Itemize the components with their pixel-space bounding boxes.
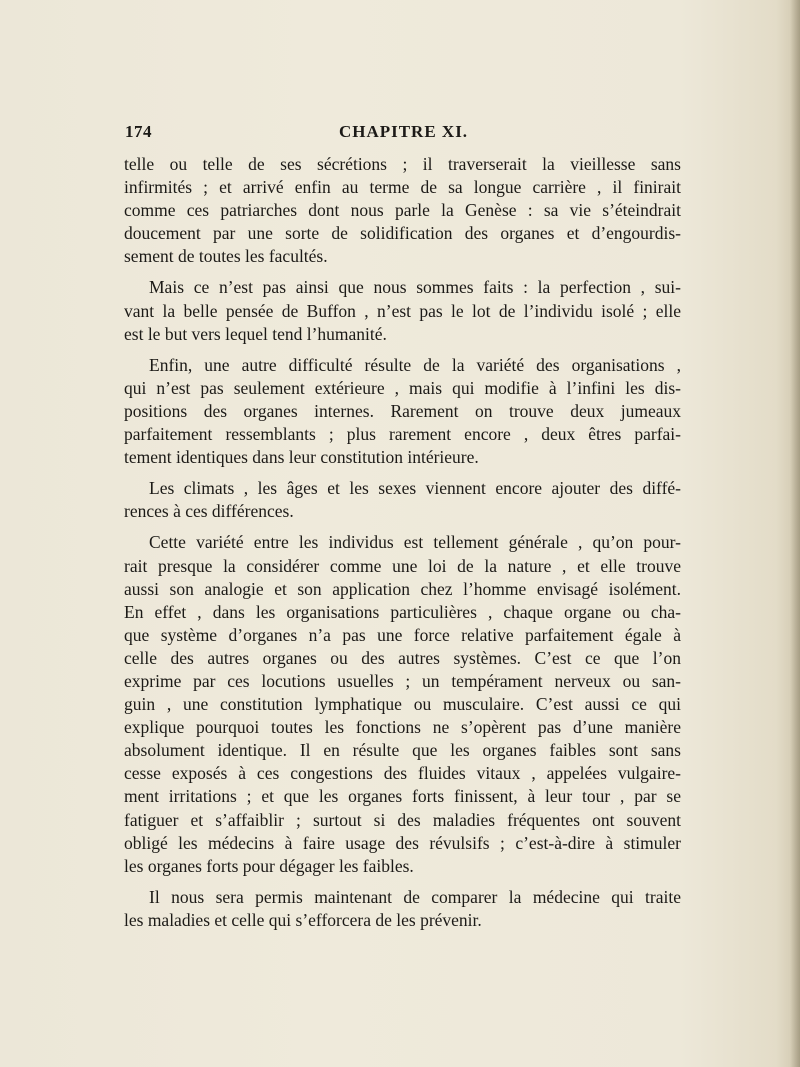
text-line: est le but vers lequel tend l’humanité.: [124, 323, 387, 344]
text-line: obligé les médecins à faire usage des révulsifs ; c’est-à-dire à stimuler: [124, 832, 681, 853]
text-line: celle des autres organes ou des autres systèmes. C’est ce que l’on: [124, 647, 681, 668]
text-line: absolument identique. Il en résulte que les organes faibles sont sans: [124, 740, 681, 761]
text-line: Cette variété entre les individus est tellement générale , qu’on pour-: [149, 532, 681, 553]
text-line: Enfin, une autre difficulté résulte de la variété des organisations ,: [149, 354, 681, 375]
text-line: les maladies et celle qui s’efforcera de les prévenir.: [124, 909, 482, 930]
page-header: [125, 122, 682, 146]
body-text: [124, 153, 681, 940]
text-line: Les climats , les âges et les sexes viennent encore ajouter des diffé-: [149, 478, 681, 499]
text-line: explique pourquoi toutes les fonctions ne s’opèrent pas d’une manière: [124, 717, 681, 738]
text-line: fatiguer et s’affaiblir ; surtout si des maladies fréquentes ont souvent: [124, 809, 681, 830]
text-line: En effet , dans les organisations particulières , chaque organe ou cha-: [124, 601, 681, 622]
text-line: infirmités ; et arrivé enfin au terme de sa longue carrière , il finirait: [124, 177, 681, 198]
text-line: ment irritations ; et que les organes forts finissent, à leur tour , par se: [124, 786, 681, 807]
text-line: Mais ce n’est pas ainsi que nous sommes faits : la perfection , sui-: [149, 277, 681, 298]
paragraph: [124, 354, 681, 469]
text-line: tement identiques dans leur constitution intérieure.: [124, 447, 479, 468]
text-line: positions des organes internes. Rarement on trouve deux jumeaux: [124, 400, 681, 421]
text-line: les organes forts pour dégager les faibles.: [124, 855, 414, 876]
text-line: guin , une constitution lymphatique ou musculaire. C’est aussi ce qui: [124, 694, 681, 715]
text-line: vant la belle pensée de Buffon , n’est pas le lot de l’individu isolé ; elle: [124, 300, 681, 321]
running-head: CHAPITRE XI.: [338, 122, 469, 141]
paragraph: [124, 477, 681, 523]
paragraph: [124, 153, 681, 268]
paragraph: [124, 531, 681, 877]
page-edge-shadow: [790, 0, 800, 1067]
text-line: qui n’est pas seulement extérieure , mais qui modifie à l’infini les dis-: [124, 377, 681, 398]
page-number: 174: [125, 122, 152, 141]
text-line: rences à ces différences.: [124, 501, 294, 522]
paragraph: [124, 886, 681, 932]
text-line: Il nous sera permis maintenant de comparer la médecine qui traite: [149, 886, 681, 907]
paragraph: [124, 276, 681, 345]
text-line: comme ces patriarches dont nous parle la Genèse : sa vie s’éteindrait: [124, 200, 681, 221]
text-line: exprime par ces locutions usuelles ; un tempérament nerveux ou san-: [124, 670, 681, 691]
text-line: aussi son analogie et son application chez l’homme envisagé isolément.: [124, 578, 681, 599]
text-line: sement de toutes les facultés.: [124, 246, 328, 267]
text-line: rait presque la considérer comme une loi de la nature , et elle trouve: [124, 555, 681, 576]
text-line: telle ou telle de ses sécrétions ; il traverserait la vieillesse sans: [124, 154, 681, 174]
text-line: parfaitement ressemblants ; plus rarement encore , deux êtres parfai-: [124, 424, 681, 445]
text-line: que système d’organes n’a pas une force relative parfaitement égale à: [124, 624, 681, 645]
text-line: doucement par une sorte de solidification des organes et d’engourdis-: [124, 223, 681, 244]
text-line: cesse exposés à ces congestions des fluides vitaux , appelées vulgaire-: [124, 763, 681, 784]
